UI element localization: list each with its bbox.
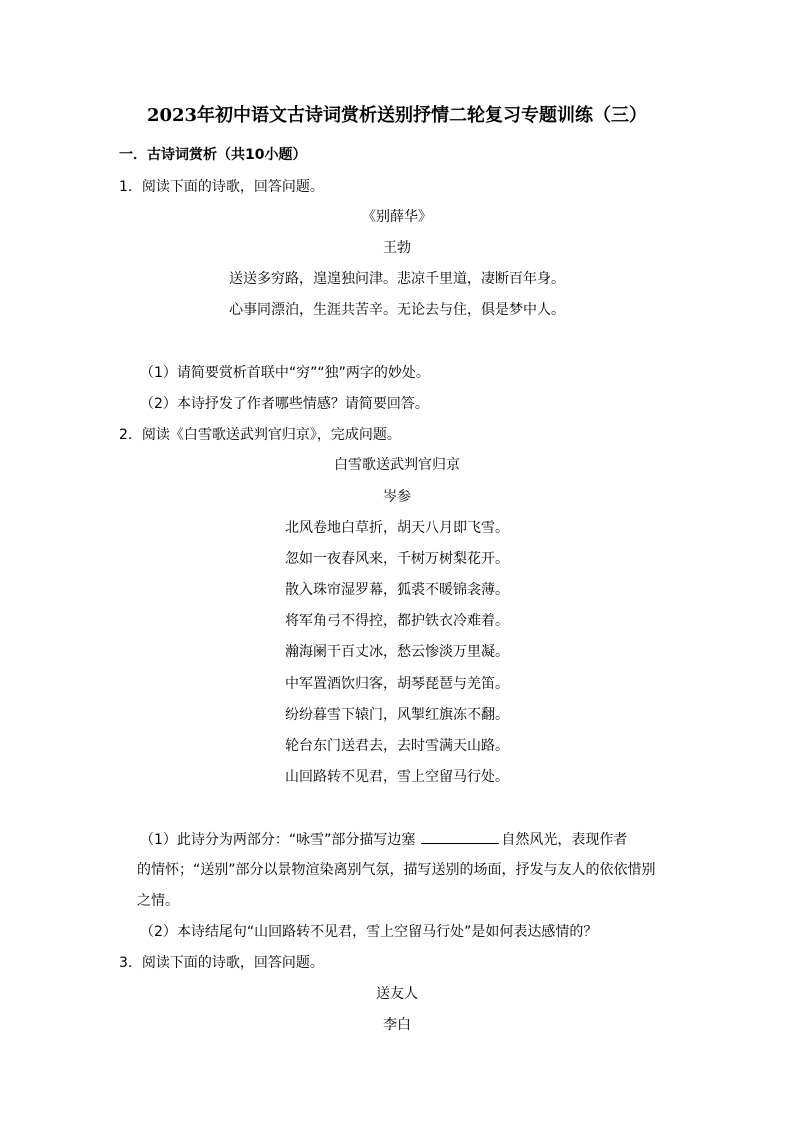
question-3-prompt: 3．阅读下面的诗歌，回答问题。 [119, 955, 324, 971]
question-3-poem-title: 送友人 [376, 986, 418, 1002]
question-2-sub-2: （2）本诗结尾句“山回路转不见君，雪上空留马行处”是如何表达感情的？ [140, 924, 598, 940]
question-1-sub-1: （1）请简要赏析首联中“穷”“独”两字的妙处。 [140, 365, 430, 381]
question-2-poem-line: 忽如一夜春风来，千树万树梨花开。 [285, 551, 509, 567]
question-2-poem-line: 轮台东门送君去，去时雪满天山路。 [285, 738, 509, 754]
question-2-poem-line: 纷纷暮雪下辕门，风掣红旗冻不翻。 [285, 707, 509, 723]
question-2-poem-line: 散入珠帘湿罗幕，狐裘不暖锦衾薄。 [285, 582, 509, 598]
question-1-poem-line: 送送多穷路，遑遑独问津。悲凉千里道，凄断百年身。 [229, 271, 565, 287]
question-2-sub-1-continued: 之情。 [137, 893, 179, 909]
question-3-author: 李白 [383, 1017, 411, 1033]
question-2-prompt: 2．阅读《白雪歌送武判官归京》，完成问题。 [119, 427, 401, 443]
question-2-sub-1-continued: 的情怀；“送别”部分以景物渲染离别气氛，描写送别的场面，抒发与友人的依依惜别 [137, 862, 656, 878]
question-2-poem-line: 山回路转不见君，雪上空留马行处。 [285, 769, 509, 785]
section-heading: 一．古诗词赏析（共10小题） [119, 147, 307, 163]
fill-in-blank[interactable] [421, 829, 499, 844]
question-2-poem-line: 中军置酒饮归客，胡琴琵琶与羌笛。 [285, 676, 509, 692]
question-1-poem-line: 心事同漂泊，生涯共苦辛。无论去与住，俱是梦中人。 [229, 302, 565, 318]
question-2-poem-line: 将军角弓不得控，都护铁衣冷难着。 [285, 613, 509, 629]
question-2-sub-1-text: （1）此诗分为两部分：“咏雪”部分描写边塞 [140, 832, 416, 848]
question-1-poem-title: 《别薛华》 [362, 209, 432, 225]
question-1-author: 王勃 [383, 240, 411, 256]
question-2-poem-title: 白雪歌送武判官归京 [334, 457, 460, 473]
question-2-poem-line: 瀚海阑干百丈冰，愁云惨淡万里凝。 [285, 644, 509, 660]
question-2-sub-1 [140, 829, 627, 850]
question-2-poem-line: 北风卷地白草折，胡天八月即飞雪。 [285, 520, 509, 536]
question-1-sub-2: （2）本诗抒发了作者哪些情感？请简要回答。 [140, 396, 429, 412]
question-2-author: 岑参 [383, 489, 411, 505]
question-2-sub-1-text: 自然风光，表现作者 [501, 832, 628, 848]
question-1-prompt: 1．阅读下面的诗歌，回答问题。 [119, 179, 324, 195]
document-title: 2023年初中语文古诗词赏析送别抒情二轮复习专题训练（三） [146, 105, 648, 126]
